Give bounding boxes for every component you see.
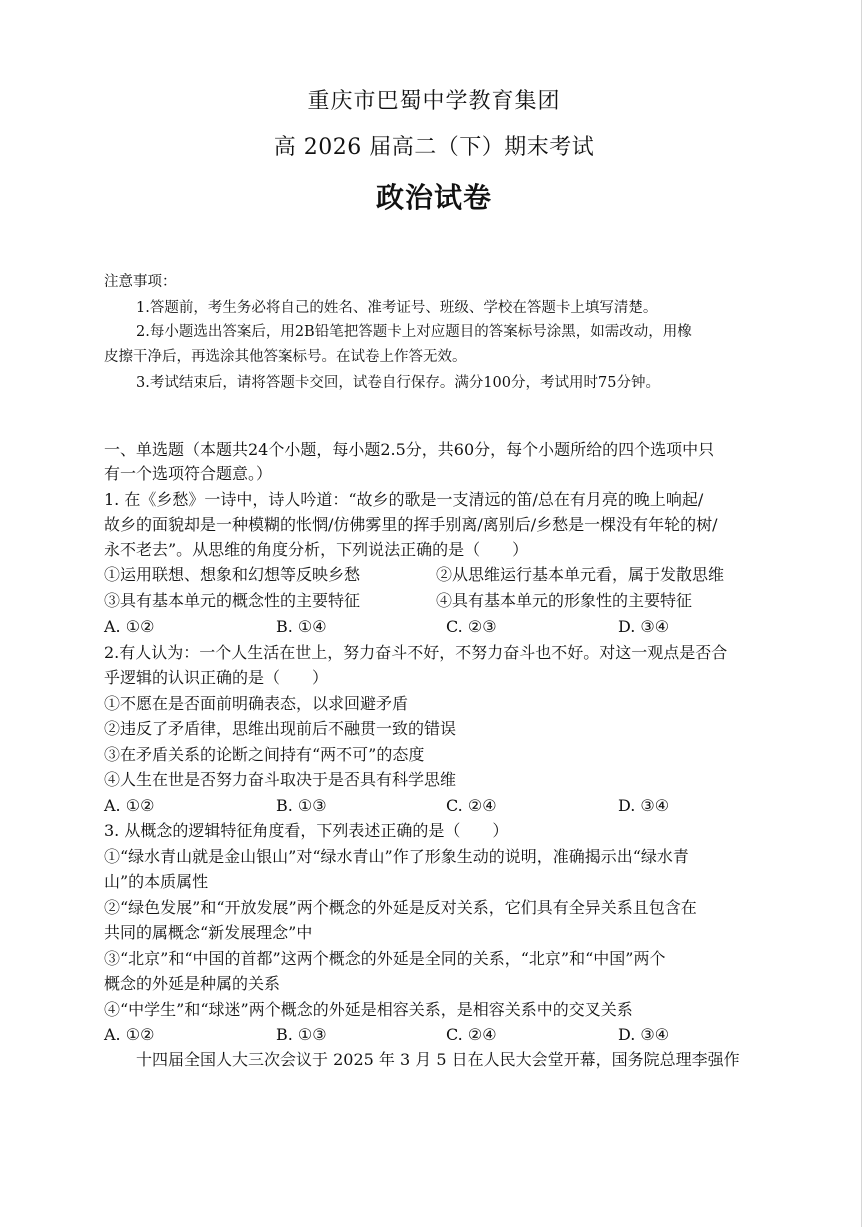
q2-statement: ②违反了矛盾律，思维出现前后不融贯一致的错误 [104, 719, 457, 738]
q1-choice-c: C. ②③ [446, 617, 497, 636]
notice-line: 皮擦干净后，再选涂其他答案标号。在试卷上作答无效。 [104, 349, 467, 365]
school-title: 重庆市巴蜀中学教育集团 [307, 89, 561, 114]
q3-statement: 概念的外延是种属的关系 [104, 974, 281, 993]
question-4-intro: 十四届全国人大三次会议于 2025 年 3 月 5 日在人民大会堂开幕，国务院总理李强作 [136, 1050, 740, 1069]
q1-statement: ②从思维运行基本单元看，属于发散思维 [436, 565, 725, 584]
subject-title: 政治试卷 [375, 181, 492, 214]
section-heading: 有一个选项符合题意。） [104, 464, 273, 483]
q3-statement: ③“北京”和“中国的首都”这两个概念的外延是全同的关系，“北京”和“中国”两个 [104, 949, 666, 968]
q3-choice-b: B. ①③ [276, 1025, 327, 1044]
q3-statement: 山”的本质属性 [104, 872, 209, 891]
exam-title: 高 2026 届高二（下）期末考试 [273, 135, 595, 160]
question-1-text: 1. 在《乡愁》一诗中，诗人吟道：“故乡的歌是一支清远的笛/总在有月亮的晚上响起/ [104, 490, 704, 509]
question-2-text: 乎逻辑的认识正确的是（ ） [104, 668, 329, 687]
question-3-text: 3. 从概念的逻辑特征角度看，下列表述正确的是（ ） [104, 821, 509, 840]
notice-line: 1.答题前，考生务必将自己的姓名、准考证号、班级、学校在答题卡上填写清楚。 [136, 300, 658, 316]
q1-choice-b: B. ①④ [276, 617, 327, 636]
q1-choice-d: D. ③④ [618, 617, 670, 636]
q2-choice-a: A. ①② [104, 796, 155, 815]
q3-choice-a: A. ①② [104, 1025, 155, 1044]
notice-line: 2.每小题选出答案后，用2B铅笔把答题卡上对应题目的答案标号涂黑，如需改动，用橡 [136, 324, 692, 340]
q3-choice-d: D. ③④ [618, 1025, 670, 1044]
question-1-text: 故乡的面貌却是一种模糊的怅惘/仿佛雾里的挥手别离/离别后/乡愁是一棵没有年轮的树/ [104, 515, 718, 534]
q3-statement: ②“绿色发展”和“开放发展”两个概念的外延是反对关系，它们具有全异关系且包含在 [104, 898, 697, 917]
q2-choice-d: D. ③④ [618, 796, 670, 815]
q1-statement: ④具有基本单元的形象性的主要特征 [436, 591, 693, 610]
q3-choice-c: C. ②④ [446, 1025, 497, 1044]
q1-statement: ③具有基本单元的概念性的主要特征 [104, 591, 361, 610]
q1-statement: ①运用联想、想象和幻想等反映乡愁 [104, 565, 361, 584]
q2-choice-b: B. ①③ [276, 796, 327, 815]
notice-line: 3.考试结束后，请将答题卡交回，试卷自行保存。满分100分，考试用时75分钟。 [136, 375, 660, 391]
q1-choice-a: A. ①② [104, 617, 155, 636]
q3-statement: ①“绿水青山就是金山银山”对“绿水青山”作了形象生动的说明，准确揭示出“绿水青 [104, 847, 689, 866]
q3-statement: 共同的属概念“新发展理念”中 [104, 923, 313, 942]
question-2-text: 2.有人认为：一个人生活在世上，努力奋斗不好，不努力奋斗也不好。对这一观点是否合 [104, 643, 728, 662]
q2-statement: ①不愿在是否面前明确表态，以求回避矛盾 [104, 694, 409, 713]
q2-statement: ④人生在世是否努力奋斗取决于是否具有科学思维 [104, 770, 457, 789]
notice-title: 注意事项： [104, 274, 177, 290]
q3-statement: ④“中学生”和“球迷”两个概念的外延是相容关系，是相容关系中的交叉关系 [104, 1000, 633, 1019]
section-heading: 一、单选题（本题共24个小题，每小题2.5分，共60分，每个小题所给的四个选项中只 [104, 440, 715, 459]
q2-statement: ③在矛盾关系的论断之间持有“两不可”的态度 [104, 745, 425, 764]
q2-choice-c: C. ②④ [446, 796, 497, 815]
question-1-text: 永不老去”。从思维的角度分析，下列说法正确的是（ ） [104, 540, 529, 559]
